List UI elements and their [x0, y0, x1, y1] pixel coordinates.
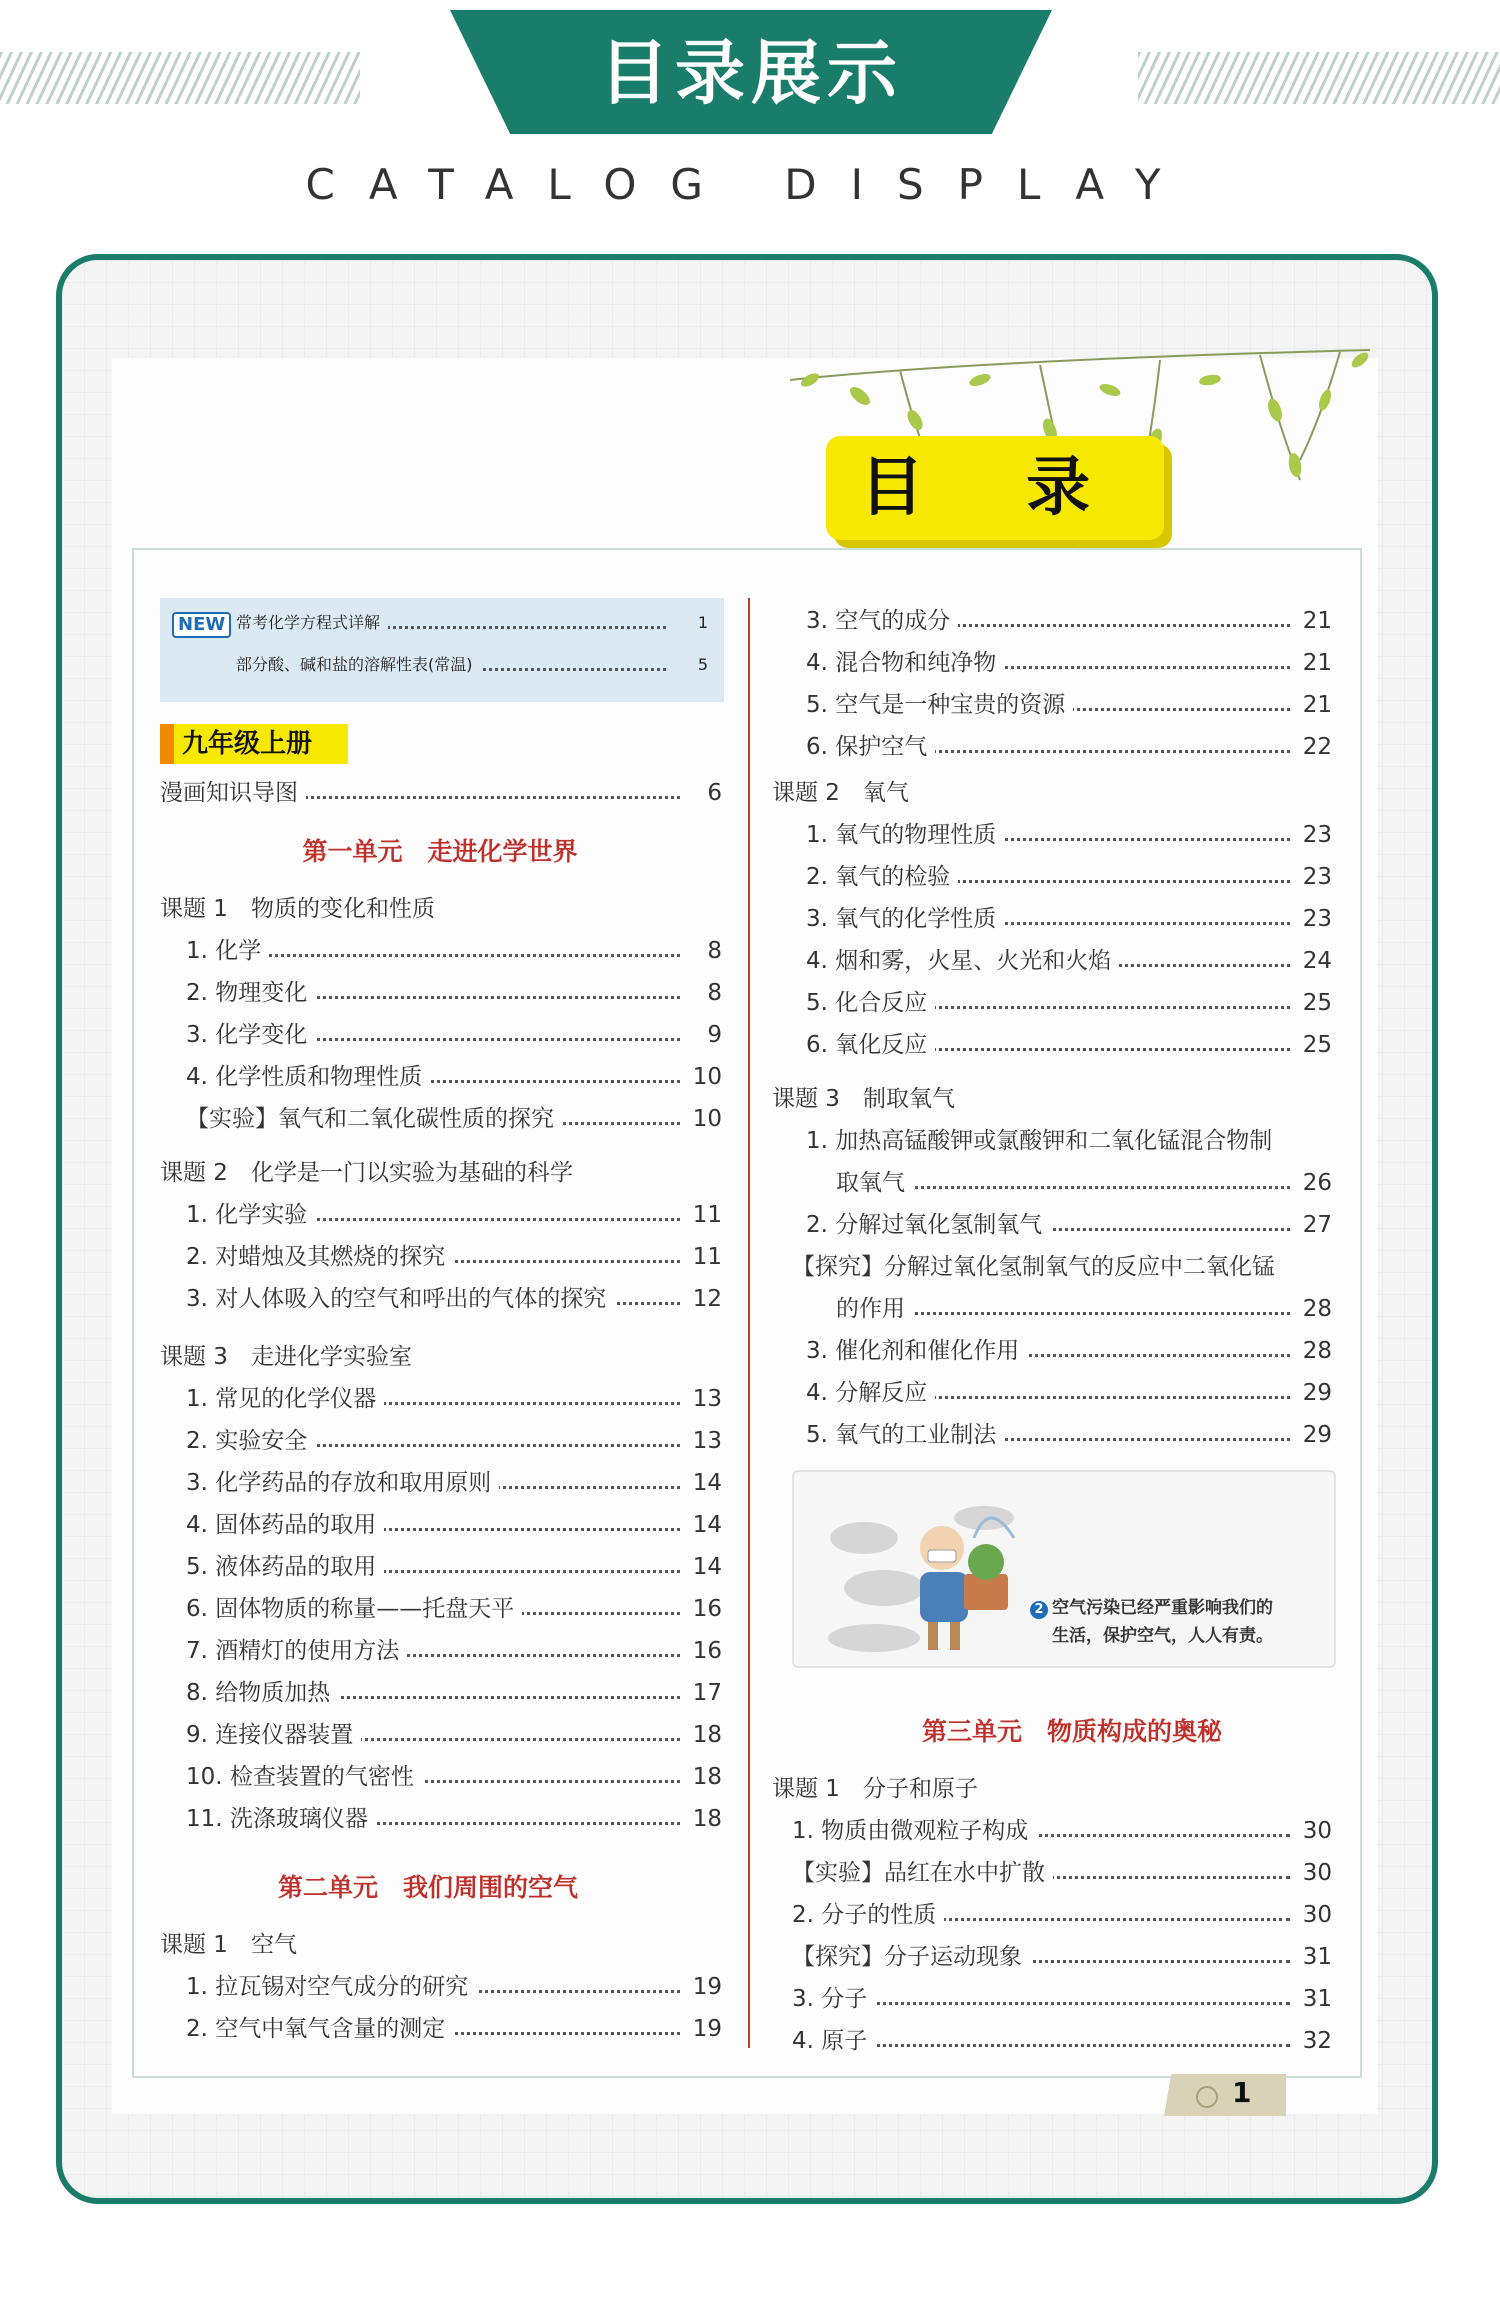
toc-entry[interactable]: 3. 分子 31: [792, 1986, 1332, 2012]
toc-entry[interactable]: 【实验】氧气和二氧化碳性质的探究 10: [186, 1106, 722, 1132]
header-subtitle: CATALOG DISPLAY: [305, 160, 1195, 209]
toc-entry[interactable]: 3. 化学变化 9: [186, 1022, 722, 1048]
toc-entry[interactable]: 9. 连接仪器装置 18: [186, 1722, 722, 1748]
lesson-heading: 课题 2 化学是一门以实验为基础的科学: [160, 1160, 573, 1186]
toc-entry[interactable]: 1. 化学 8: [186, 938, 722, 964]
toc-entry[interactable]: 3. 空气的成分 21: [806, 608, 1332, 634]
toc-entry[interactable]: 2. 空气中氧气含量的测定 19: [186, 2016, 722, 2042]
toc-entry[interactable]: 6. 氧化反应 25: [806, 1032, 1332, 1058]
toc-entry[interactable]: 【探究】分子运动现象 31: [792, 1944, 1332, 1970]
toc-entry[interactable]: 取氧气 26: [836, 1170, 1332, 1196]
unit-heading: 第二单元 我们周围的空气: [277, 1873, 578, 1902]
toc-entry[interactable]: 1. 物质由微观粒子构成 30: [792, 1818, 1332, 1844]
toc-entry[interactable]: 2. 实验安全 13: [186, 1428, 722, 1454]
toc-entry[interactable]: 10. 检查装置的气密性 18: [186, 1764, 722, 1790]
toc-entry[interactable]: 1. 常见的化学仪器 13: [186, 1386, 722, 1412]
toc-entry[interactable]: 3. 催化剂和催化作用 28: [806, 1338, 1332, 1364]
toc-entry[interactable]: 2. 对蜡烛及其燃烧的探究 11: [186, 1244, 722, 1270]
toc-entry[interactable]: 3. 化学药品的存放和取用原则 14: [186, 1470, 722, 1496]
toc-entry[interactable]: 3. 氧气的化学性质 23: [806, 906, 1332, 932]
toc-entry[interactable]: 8. 给物质加热 17: [186, 1680, 722, 1706]
page-number-tag: [1164, 2074, 1286, 2116]
unit-heading: 第三单元 物质构成的奥秘: [921, 1717, 1222, 1746]
illustration-caption: 2 空气污染已经严重影响我们的 生活，保护空气，人人有责。: [1030, 1594, 1273, 1650]
toc-entry[interactable]: 5. 化合反应 25: [806, 990, 1332, 1016]
toc-entry[interactable]: 5. 液体药品的取用 14: [186, 1554, 722, 1580]
lesson-heading: 课题 1 空气: [160, 1932, 297, 1958]
toc-entry[interactable]: 4. 混合物和纯净物 21: [806, 650, 1332, 676]
toc-entry[interactable]: 2. 分子的性质 30: [792, 1902, 1332, 1928]
toc-entry[interactable]: 漫画知识导图 6: [160, 780, 722, 806]
toc-entry[interactable]: 部分酸、碱和盐的溶解性表(常温) 5: [236, 650, 708, 680]
toc-entry[interactable]: 5. 氧气的工业制法 29: [806, 1422, 1332, 1448]
toc-entry[interactable]: 4. 分解反应 29: [806, 1380, 1332, 1406]
toc-entry[interactable]: 1. 化学实验 11: [186, 1202, 722, 1228]
grade-label: 九年级上册: [182, 729, 313, 759]
header-title: 目录展示: [599, 32, 903, 114]
toc-entry[interactable]: 4. 原子 32: [792, 2028, 1332, 2054]
lesson-heading: 课题 3 制取氧气: [772, 1086, 955, 1112]
toc-entry-text: 1. 加热高锰酸钾或氯酸钾和二氧化锰混合物制: [806, 1128, 1273, 1154]
unit-heading: 第一单元 走进化学世界: [302, 837, 578, 866]
toc-entry[interactable]: 6. 固体物质的称量——托盘天平 16: [186, 1596, 722, 1622]
toc-entry[interactable]: 5. 空气是一种宝贵的资源 21: [806, 692, 1332, 718]
toc-entry[interactable]: 1. 氧气的物理性质 23: [806, 822, 1332, 848]
toc-entry[interactable]: 4. 固体药品的取用 14: [186, 1512, 722, 1538]
toc-entry[interactable]: 4. 化学性质和物理性质 10: [186, 1064, 722, 1090]
toc-entry[interactable]: 2. 分解过氧化氢制氧气 27: [806, 1212, 1332, 1238]
toc-entry[interactable]: 2. 氧气的检验 23: [806, 864, 1332, 890]
toc-entry[interactable]: 2. 物理变化 8: [186, 980, 722, 1006]
pollution-illustration: [824, 1478, 1044, 1658]
lesson-heading: 课题 1 物质的变化和性质: [160, 896, 435, 922]
toc-entry[interactable]: 6. 保护空气 22: [806, 734, 1332, 760]
lesson-heading: 课题 2 氧气: [772, 780, 909, 806]
new-badge: NEW: [172, 612, 231, 638]
toc-entry[interactable]: 【实验】品红在水中扩散 30: [792, 1860, 1332, 1886]
page-number: 1: [1232, 2076, 1252, 2109]
toc-entry[interactable]: 1. 拉瓦锡对空气成分的研究 19: [186, 1974, 722, 2000]
lesson-heading: 课题 3 走进化学实验室: [160, 1344, 412, 1370]
lesson-heading: 课题 1 分子和原子: [772, 1776, 978, 1802]
toc-entry[interactable]: 7. 酒精灯的使用方法 16: [186, 1638, 722, 1664]
toc-entry[interactable]: 的作用 28: [836, 1296, 1332, 1322]
toc-entry[interactable]: 11. 洗涤玻璃仪器 18: [186, 1806, 722, 1832]
book-title: 目 录: [859, 451, 1131, 525]
toc-entry-text: 【探究】分解过氧化氢制氧气的反应中二氧化锰: [792, 1254, 1275, 1280]
page-number-icon: [1196, 2086, 1218, 2108]
toc-entry[interactable]: 4. 烟和雾，火星、火光和火焰 24: [806, 948, 1332, 974]
toc-entry[interactable]: 常考化学方程式详解 1: [236, 608, 708, 638]
toc-entry[interactable]: 3. 对人体吸入的空气和呼出的气体的探究 12: [186, 1286, 722, 1312]
